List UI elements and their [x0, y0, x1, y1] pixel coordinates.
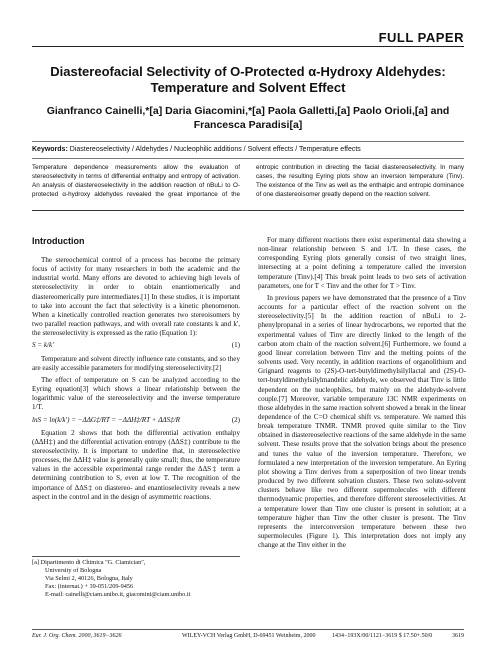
page-number: 3619 [452, 633, 464, 639]
keywords-bar [32, 141, 464, 159]
footnote-line: E-mail: cainelli@ciam.unibo.it, giacomini@ciam.unibo.it [45, 591, 191, 598]
footnote-line: Via Selmi 2, 40126, Bologna, Italy [45, 575, 133, 582]
page-footer [32, 629, 464, 642]
paragraph: The effect of temperature on S can be analyzed according to the Eyring equation[3] which shows a linear relationship between the logarithmic value of the stereoselectivity and the inverse temperature 1/T. [32, 375, 240, 412]
equation-text: S = k/k' [32, 341, 54, 350]
author-list: Gianfranco Cainelli,*[a] Daria Giacomini,*[a] Paola Galletti,[a] Paolo Orioli,[a] and Francesca Paradisi[a] [46, 105, 450, 131]
equation-2 [32, 416, 240, 425]
keywords-text: Diastereoselectivity / Aldehydes / Nucleophilic additions / Solvent effects / Temperature effects [69, 146, 361, 153]
footnote-marker: [a] [32, 559, 39, 566]
article-title: Diastereofacial Selectivity of O-Protected α-Hydroxy Aldehydes: Temperature and Solvent Effect [50, 64, 446, 95]
paragraph: Equation 2 shows that both the differential activation enthalpy (ΔΔH‡) and the differential activation entropy (ΔΔS‡) contribute to the stereoselectivity. It is important to underline that, in stereoselective processes, the ΔΔH‡ value is generally quite small; thus, the temperature values in the accessible experimental range render the ΔΔS‡ term a determining contribution to S, even at low T. The recognition of the importance of ΔΔS‡ on diastereo- and enantioselectivity reveals a new aspect in the control and in the design of asymmetric reactions. [32, 428, 240, 501]
abstract: Temperature dependence measurements allow the evaluation of stereoselectivity in terms of differential enthalpy and entropy of activation. An analysis of diastereoselectivity in the addition reaction of nBuLi to O-protected α-hydroxy aldehydes revealed the great importance of the entropic contribution in directing the facial diastereoselectivity. In many cases, the resulting Eyring plots show an inversion temperature (Tinv). The existence of the Tinv as well as the enthalpic and entropic dominance of one diastereoisomer greatly depend on the reaction solvent. [32, 164, 464, 198]
left-column [32, 256, 240, 505]
equation-number: (2) [231, 415, 240, 424]
divider [32, 210, 464, 211]
right-column [258, 236, 466, 553]
section-label: FULL PAPER [378, 30, 464, 45]
footnote-line: University of Bologna [45, 567, 102, 574]
page-header [32, 26, 464, 47]
paragraph: The stereochemical control of a process has become the primary focus of activity for many researchers in both the academic and the industrial world. Many efforts are devoted to achieving high levels of stereoselectivity in order to obtain enantiomerically and diastereomerically pure intermediates.[1] In these studies, it is important to take into account the fact that selectivity is a kinetic phenomenon. When a kinetically controlled reaction generates two stereoisomers by two parallel reaction pathways, and with overall rate constants k and k', the stereoselectivity is expressed as the ratio (Equation 1): [32, 256, 240, 338]
paragraph: In previous papers we have demonstrated that the presence of a Tinv accounts for a particular effect of the reaction solvent on the stereoselectivity.[5] In the addition reaction of nBuLi to 2-phenylpropanal in a series of linear hydrocarbons, we reported that the experimental values of Tinv are directly linked to the length of the carbon atom chain of the reaction solvent.[6] Furthermore, we found a good linear correlation between Tinv and the melting points of the solvents used. Very recently, in addition reactions of organolithium and Grignard reagents to (2S)-O-tert-butyldimethylsilyllactal and (2S)-O-tert-butyldimethylsilylmandelic aldehyde, we observed that Tinv is little dependent on the nucleophiles, but mainly on the aldehyde-solvent couple.[7] Moreover, variable temperature 13C NMR experiments on those aldehydes in the same reaction solvent showed a break in the linear dependence of the C=O chemical shift vs. temperature. We named this break temperature TNMR. TNMR proved quite similar to the Tinv obtained in diastereoselective reactions of the same aldehyde in the same solvent. These results prove that the solvation brings about the presence and tunes the value of the inversion temperature. Therefore, we formulated a new interpretation of the inversion temperature. An Eyring plot showing a Tinv derives from a superposition of two linear trends produced by two different solvation clusters. These two solute-solvent clusters behave like two different supermolecules with different thermodynamic properties, and therefore different stereoselectivities. At a temperature lower than Tinv one cluster is present in solution; at a temperature higher than Tinv the other cluster is present. The Tinv represents the interconversion temperature between these two supermolecules (Figure 1). This interpretation does not imply any change at the Tinv either in the [258, 293, 466, 550]
footnote-line: Dipartimento di Chimica "G. Ciamician", [40, 559, 146, 566]
equation-number: (1) [231, 341, 240, 350]
affiliation-footnote [32, 556, 240, 599]
introduction-heading: Introduction [32, 236, 85, 246]
publisher-line: WILEY-VCH Verlag GmbH, D-69451 Weinheim, 2000 [182, 633, 316, 639]
issn-line: 1434−193X/00/1121−3619 $ 17.50+.50/0 [332, 633, 433, 639]
journal-citation: Eur. J. Org. Chem. 2000, 3619−3626 [32, 633, 122, 639]
equation-1 [32, 341, 240, 350]
footnote-line: Fax: (internat.) + 39-051/209-9456 [45, 583, 134, 590]
paragraph: Temperature and solvent directly influence rate constants, and so they are easily accessible parameters for modifying stereoselectivity.[2] [32, 354, 240, 372]
paragraph: For many different reactions there exist experimental data showing a non-linear relationship between S and 1/T. In these cases, the corresponding Eyring plots generally consist of two straight lines, intersecting at a point defining a temperature called the inversion temperature (Tinv).[4] This break point leads to two sets of activation parameters, one for T < Tinv and the other for T > Tinv. [258, 236, 466, 290]
equation-text: lnS = ln(k/k') = −ΔΔG‡/RT = −ΔΔH‡/RT + ΔΔS‡/R [32, 415, 180, 424]
keywords-label: Keywords: [32, 146, 68, 153]
